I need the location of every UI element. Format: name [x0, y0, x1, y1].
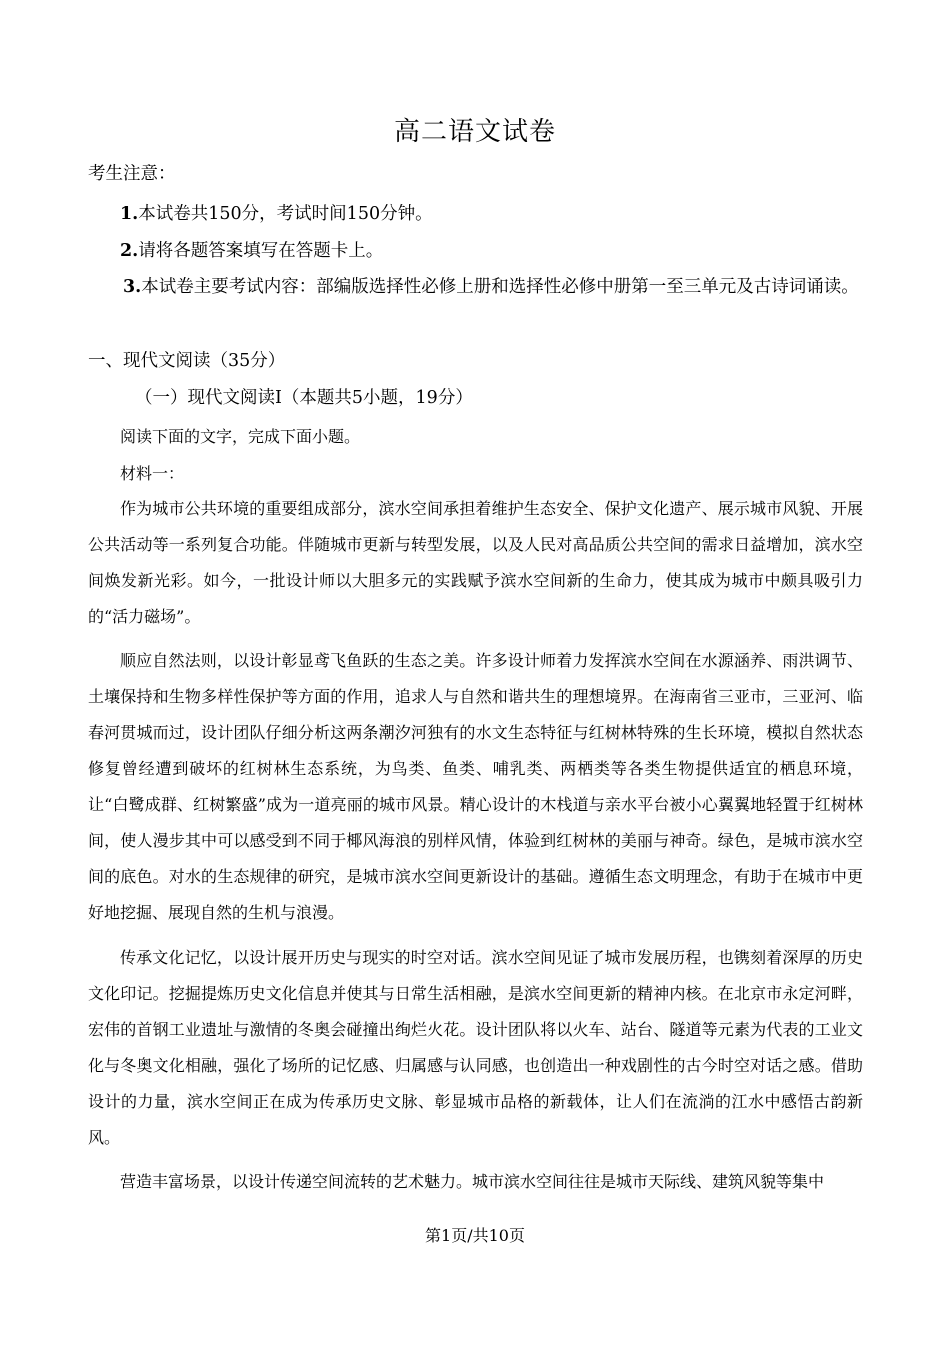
notice-item-2-text: 请将各题答案填写在答题卡上。 [138, 241, 384, 261]
notice-item-1 [120, 202, 433, 226]
paragraph-4: 营造丰富场景，以设计传递空间流转的艺术魅力。城市滨水空间往往是城市天际线、建筑风貌等集中 [120, 1172, 825, 1191]
notice-heading: 考生注意： [88, 164, 176, 184]
notice-item-1-number: 1. [120, 204, 139, 224]
paragraph-2: 顺应自然法则，以设计彰显鸢飞鱼跃的生态之美。许多设计师着力发挥滨水空间在水源涵养、雨洪调节、土壤保持和生物多样性保护等方面的作用，追求人与自然和谐共生的理想境界。在海南省三亚市，三亚河、临春河贯城而过，设计团队仔细分析这两条潮汐河独有的水文生态特征与红树林特殊的生长环境，模拟自然状态修复曾经遭到破坏的红树林生态系统，为鸟类、鱼类、哺乳类、两栖类等各类生物提供适宜的栖息环境，让“白鹭成群、红树繁盛”成为一道亮丽的城市风景。精心设计的木栈道与亲水平台被小心翼翼地轻置于红树林间，使人漫步其中可以感受到不同于椰风海浪的别样风情，体验到红树林的美丽与神奇。绿色，是城市滨水空间的底色。对水的生态规律的研究，是城市滨水空间更新设计的基础。遵循生态文明理念，有助于在城市中更好地挖掘、展现自然的生机与浪漫。 [88, 651, 863, 922]
notice-item-3-text: 本试卷主要考试内容：部编版选择性必修上册和选择性必修中册第一至三单元及古诗词诵读。 [141, 277, 859, 297]
notice-item-3 [88, 269, 863, 306]
notice-item-3-number: 3. [123, 277, 142, 297]
notice-item-1-text: 本试卷共150分，考试时间150分钟。 [138, 204, 433, 224]
page-title: 高二语文试卷 [393, 117, 556, 147]
section-heading: 一、现代文阅读（35分） [88, 351, 286, 371]
notice-item-2 [120, 239, 383, 263]
notice-item-2-number: 2. [120, 241, 139, 261]
paragraph-3: 传承文化记忆，以设计展开历史与现实的时空对话。滨水空间见证了城市发展历程，也镌刻着深厚的历史文化印记。挖掘提炼历史文化信息并使其与日常生活相融，是滨水空间更新的精神内核。在北京市永定河畔，宏伟的首钢工业遗址与激情的冬奥会碰撞出绚烂火花。设计团队将以火车、站台、隧道等元素为代表的工业文化与冬奥文化相融，强化了场所的记忆感、归属感与认同感，也创造出一种戏剧性的古今时空对话之感。借助设计的力量，滨水空间正在成为传承历史文脉、彰显城市品格的新载体，让人们在流淌的江水中感悟古韵新风。 [88, 948, 863, 1147]
page-footer: 第1页/共10页 [425, 1226, 525, 1245]
reading-instruction: 阅读下面的文字，完成下面小题。 [120, 427, 361, 446]
material-label: 材料一： [120, 464, 185, 483]
subsection-heading: （一）现代文阅读Ⅰ（本题共5小题，19分） [135, 388, 473, 408]
paragraph-1: 作为城市公共环境的重要组成部分，滨水空间承担着维护生态安全、保护文化遗产、展示城市风貌、开展公共活动等一系列复合功能。伴随城市更新与转型发展，以及人民对高品质公共空间的需求日益增加，滨水空间焕发新光彩。如今，一批设计师以大胆多元的实践赋予滨水空间新的生命力，使其成为城市中颇具吸引力的“活力磁场”。 [88, 499, 863, 626]
